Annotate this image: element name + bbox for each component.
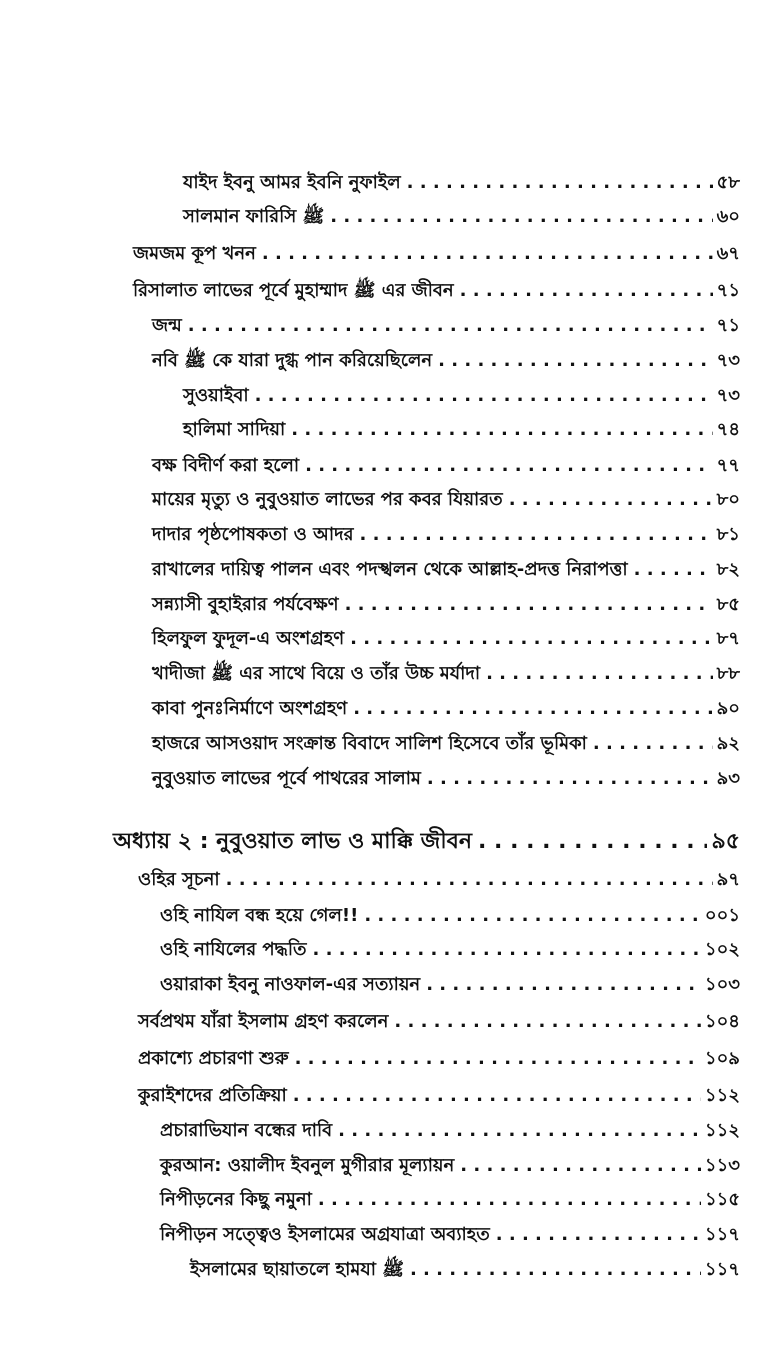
toc-entry xyxy=(160,962,740,994)
toc-entry xyxy=(138,857,740,889)
toc-entry-page: ১০৩ xyxy=(704,974,740,995)
toc-entry-page: ১০৪ xyxy=(704,1011,740,1032)
toc-entry-title: দাদার পৃষ্ঠপোষকতা ও আদর xyxy=(152,524,354,545)
toc-dot-leader xyxy=(460,282,713,300)
toc-entry-page: ১১৫ xyxy=(704,1189,740,1210)
toc-entry-title: যাইদ ইবনু আমর ইবনি নুফাইল xyxy=(183,172,401,193)
toc-entry-title: ওহির সূচনা xyxy=(138,869,220,890)
toc-entry xyxy=(183,407,740,439)
toc-entry xyxy=(152,512,740,544)
chapter-heading xyxy=(113,817,740,853)
toc-dot-leader xyxy=(255,387,713,405)
toc-dot-leader xyxy=(478,831,707,853)
toc-entry xyxy=(160,1212,740,1244)
toc-entry xyxy=(152,616,740,648)
toc-entry xyxy=(138,999,740,1031)
toc-entry-title: কুরআন: ওয়ালীদ ইবনুল মুগীরার মূল্যায়ন xyxy=(160,1155,455,1176)
toc-entry-page: ১১৩ xyxy=(704,1155,740,1176)
toc-entry xyxy=(183,160,740,192)
toc-entry xyxy=(183,194,740,226)
toc-entry-page: ৬৭ xyxy=(716,243,740,264)
toc-dot-leader xyxy=(345,596,713,614)
toc-dot-leader xyxy=(427,770,713,788)
toc-entry-title: মায়ের মৃত্যু ও নুবুওয়াত লাভের পর কবর যিয়ারত xyxy=(152,489,503,510)
toc-entry-page: ১১২ xyxy=(704,1085,740,1106)
toc-entry-title: হিলফুল ফুদূল-এ অংশগ্রহণ xyxy=(152,628,345,649)
chapter-page: ৯৫ xyxy=(711,829,740,854)
toc-entry-title: নবি ﷺ কে যারা দুগ্ধ পান করিয়েছিলেন xyxy=(152,350,433,371)
toc-entry-page: ১০৯ xyxy=(704,1048,740,1069)
toc-dot-leader xyxy=(293,1087,701,1105)
toc-entry-title: হালিমা সাদিয়া xyxy=(183,419,286,440)
toc-entry-title: খাদীজা ﷺ এর সাথে বিয়ে ও তাঁর উচ্চ মর্যাদা xyxy=(152,663,481,684)
toc-entry-page: ৭৩ xyxy=(716,385,740,406)
toc-entry xyxy=(152,756,740,788)
toc-dot-leader xyxy=(350,630,712,648)
toc-dot-leader xyxy=(226,871,713,889)
toc-entry-page: ৭৭ xyxy=(716,455,740,476)
toc-entry-page: ৮৫ xyxy=(716,594,740,615)
toc-entry-page: ৯৩ xyxy=(716,768,740,789)
toc-dot-leader xyxy=(407,174,713,192)
toc-entry-page: ৭৩ xyxy=(716,350,740,371)
toc-entry xyxy=(133,268,740,300)
toc-entry xyxy=(152,547,740,579)
toc-entry-title: রাখালের দায়িত্ব পালন এবং পদস্খলন থেকে আল্লাহ-প্রদত্ত নিরাপত্তা xyxy=(152,559,628,580)
toc-dot-leader xyxy=(353,700,712,718)
toc-entry xyxy=(152,651,740,683)
toc-entry xyxy=(152,686,740,718)
toc-entry xyxy=(152,443,740,475)
toc-entry xyxy=(152,338,740,370)
toc-entry-page: ৫৮ xyxy=(716,172,740,193)
toc-entry-title: নুবুওয়াত লাভের পূর্বে পাথরের সালাম xyxy=(152,768,421,789)
toc-entry-page: ৮৮ xyxy=(716,663,740,684)
toc-entry-page: ১১২ xyxy=(704,1120,740,1141)
toc-entry-title: কাবা পুনঃনির্মাণে অংশগ্রহণ xyxy=(152,698,348,719)
toc-entry-page: ৮০ xyxy=(716,489,740,510)
toc-entry-title: জমজম কূপ খনন xyxy=(133,243,256,264)
toc-entry xyxy=(190,1247,740,1279)
toc-dot-leader xyxy=(313,941,701,959)
toc-dot-leader xyxy=(509,491,713,509)
toc-entry-title: সন্ন্যাসী বুহাইরার পর্যবেক্ষণ xyxy=(152,594,339,615)
toc-entry xyxy=(152,721,740,753)
toc-entry xyxy=(160,1108,740,1140)
toc-entry-title: বক্ষ বিদীর্ণ করা হলো xyxy=(152,455,300,476)
toc-entry-page: ১১৭ xyxy=(704,1259,740,1280)
toc-entry-title: ওহি নাযিল বন্ধ হয়ে গেল!! xyxy=(160,905,359,926)
toc-entry-page: ১১৭ xyxy=(704,1224,740,1245)
toc-dot-leader xyxy=(188,317,713,335)
toc-entry-title: প্রকাশ্যে প্রচারণা শুরু xyxy=(138,1048,289,1069)
toc-entry-title: নিপীড়নের কিছু নমুনা xyxy=(160,1189,312,1210)
toc-dot-leader xyxy=(460,1157,701,1175)
toc-entry xyxy=(160,1143,740,1175)
toc-entry-page: ৬০ xyxy=(716,206,740,227)
toc-entry-page: ১০২ xyxy=(704,939,740,960)
toc-entry xyxy=(160,1177,740,1209)
toc-dot-leader xyxy=(360,526,713,544)
toc-entry-page: ৭১ xyxy=(716,315,740,336)
toc-entry-title: প্রচারাভিযান বন্ধের দাবি xyxy=(160,1120,333,1141)
toc-entry xyxy=(138,1073,740,1105)
toc-dot-leader xyxy=(438,352,712,370)
toc-dot-leader xyxy=(295,1050,701,1068)
toc-entry xyxy=(152,582,740,614)
toc-entry-title: জন্ম xyxy=(152,315,182,336)
toc-entry-title: ইসলামের ছায়াতলে হামযা ﷺ xyxy=(190,1259,404,1280)
toc-entry-title: কুরাইশদের প্রতিক্রিয়া xyxy=(138,1085,287,1106)
toc-entry-page: ৮১ xyxy=(716,524,740,545)
toc-entry-page: ৯৭ xyxy=(716,869,740,890)
toc-dot-leader xyxy=(364,907,701,925)
toc-dot-leader xyxy=(262,245,713,263)
toc-dot-leader xyxy=(486,665,713,683)
toc-entry xyxy=(133,231,740,263)
toc-dot-leader xyxy=(394,1013,701,1031)
toc-dot-leader xyxy=(410,1261,701,1279)
toc-entry xyxy=(160,927,740,959)
toc-entry-title: নিপীড়ন সত্ত্বেও ইসলামের অগ্রযাত্রা অব্যাহত xyxy=(160,1224,490,1245)
toc-entry xyxy=(160,893,740,925)
toc-entry-title: ওহি নাযিলের পদ্ধতি xyxy=(160,939,307,960)
toc-entry-page: ৮২ xyxy=(716,559,740,580)
toc-entry xyxy=(138,1036,740,1068)
toc-entry-page: ০০১ xyxy=(704,905,740,926)
toc-entry-title: ওয়ারাকা ইবনু নাওফাল-এর সত্যায়ন xyxy=(160,974,421,995)
toc-dot-leader xyxy=(318,1191,701,1209)
toc-entry-title: রিসালাত লাভের পূর্বে মুহাম্মাদ ﷺ এর জীবন xyxy=(133,280,454,301)
chapter-title: অধ্যায় ২ : নুবুওয়াত লাভ ও মাক্কি জীবন xyxy=(113,829,473,854)
toc-entry-page: ৯২ xyxy=(716,733,740,754)
toc-entry-title: সুওয়াইবা xyxy=(183,385,249,406)
toc-entry xyxy=(183,373,740,405)
toc-dot-leader xyxy=(291,421,712,439)
toc-dot-leader xyxy=(426,976,701,994)
toc-entry xyxy=(152,303,740,335)
toc-entry-page: ৮৭ xyxy=(716,628,740,649)
toc-entry-title: সর্বপ্রথম যাঁরা ইসলাম গ্রহণ করলেন xyxy=(138,1011,389,1032)
toc-dot-leader xyxy=(634,561,713,579)
toc-dot-leader xyxy=(305,457,712,475)
toc-entry-page: ৭৪ xyxy=(716,419,740,440)
toc-entry-title: হাজরে আসওয়াদ সংক্রান্ত বিবাদে সালিশ হিসেবে তাঁর ভূমিকা xyxy=(152,733,587,754)
toc-dot-leader xyxy=(338,1122,701,1140)
toc-entry-title: সালমান ফারিসি ﷺ xyxy=(183,206,325,227)
toc-entry-page: ৭১ xyxy=(716,280,740,301)
toc-entry-page: ৯০ xyxy=(716,698,740,719)
toc-dot-leader xyxy=(496,1226,701,1244)
toc-dot-leader xyxy=(330,208,712,226)
toc-dot-leader xyxy=(593,735,713,753)
toc-entry xyxy=(152,477,740,509)
